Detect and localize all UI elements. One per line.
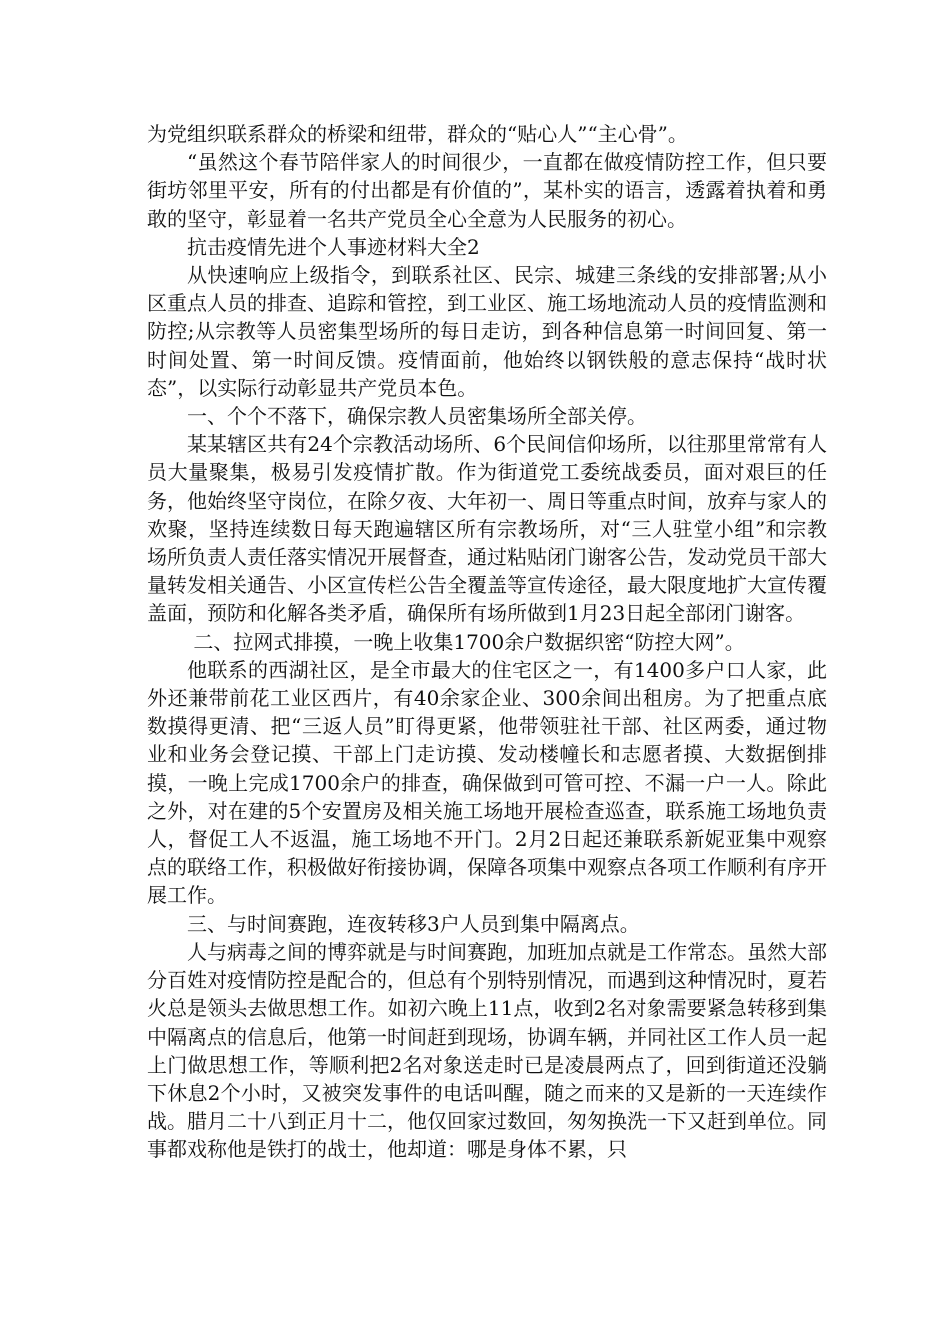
document-body <box>147 120 827 1164</box>
paragraph-2: “虽然这个春节陪伴家人的时间很少，一直都在做疫情防控工作，但只要街坊邻里平安，所有的付出都是有价值的”，某朴实的语言，透露着执着和勇敢的坚守，彰显着一名共产党员全心全意为人民服务的初心。 <box>147 150 827 231</box>
heading-2: 二、拉网式排摸，一晚上收集1700余户数据织密“防控大网”。 <box>187 629 745 654</box>
section-title: 抗击疫情先进个人事迹材料大全2 <box>187 234 480 259</box>
paragraph-6: 人与病毒之间的博弈就是与时间赛跑，加班加点就是工作常态。虽然大部分百姓对疫情防控是配合的，但总有个别特别情况，而遇到这种情况时，夏若火总是领头去做思想工作。如初六晚上11点，收到2名对象需要紧急转移到集中隔离点的信息后，他第一时间赶到现场，协调车辆，并同社区工作人员一起上门做思想工作，等顺利把2名对象送走时已是凌晨两点了，回到街道还没躺下休息2个小时，又被突发事件的电话叫醒，随之而来的又是新的一天连续作战。腊月二十八到正月十二，他仅回家过数回，匆匆换洗一下又赶到单位。同事都戏称他是铁打的战士，他却道：哪是身体不累，只 <box>147 939 827 1162</box>
heading-3: 三、与时间赛跑，连夜转移3户人员到集中隔离点。 <box>187 911 640 936</box>
heading-1: 一、个个不落下，确保宗教人员密集场所全部关停。 <box>187 404 647 429</box>
paragraph-4: 某某辖区共有24个宗教活动场所、6个民间信仰场所，以往那里常常有人员大量聚集，极易引发疫情扩散。作为街道党工委统战委员，面对艰巨的任务，他始终坚守岗位，在除夕夜、大年初一、周日等重点时间，放弃与家人的欢聚，坚持连续数日每天跑遍辖区所有宗教场所，对“三人驻堂小组”和宗教场所负责人责任落实情况开展督查，通过粘贴闭门谢客公告，发动党员干部大量转发相关通告、小区宣传栏公告全覆盖等宣传途径，最大限度地扩大宣传覆盖面，预防和化解各类矛盾，确保所有场所做到1月23日起全部闭门谢客。 <box>147 432 827 626</box>
paragraph-3: 从快速响应上级指令，到联系社区、民宗、城建三条线的安排部署;从小区重点人员的排查、追踪和管控，到工业区、施工场地流动人员的疫情监测和防控;从宗教等人员密集型场所的每日走访，到各种信息第一时间回复、第一时间处置、第一时间反馈。疫情面前，他始终以钢铁般的意志保持“战时状态”，以实际行动彰显共产党员本色。 <box>147 263 827 400</box>
paragraph-5: 他联系的西湖社区，是全市最大的住宅区之一，有1400多户口人家，此外还兼带前花工业区西片，有40余家企业、300余间出租房。为了把重点底数摸得更清、把“三返人员”盯得更紧，他带领驻社干部、社区两委，通过物业和业务会登记摸、干部上门走访摸、发动楼幢长和志愿者摸、大数据倒排摸，一晚上完成1700余户的排查，确保做到可管可控、不漏一户一人。除此之外，对在建的5个安置房及相关施工场地开展检查巡查，联系施工场地负责人，督促工人不返温，施工场地不开门。2月2日起还兼联系新妮亚集中观察点的联络工作，积极做好衔接协调，保障各项集中观察点各项工作顺利有序开展工作。 <box>147 657 827 908</box>
paragraph-1: 为党组织联系群众的桥梁和纽带，群众的“贴心人”“主心骨”。 <box>147 122 688 146</box>
